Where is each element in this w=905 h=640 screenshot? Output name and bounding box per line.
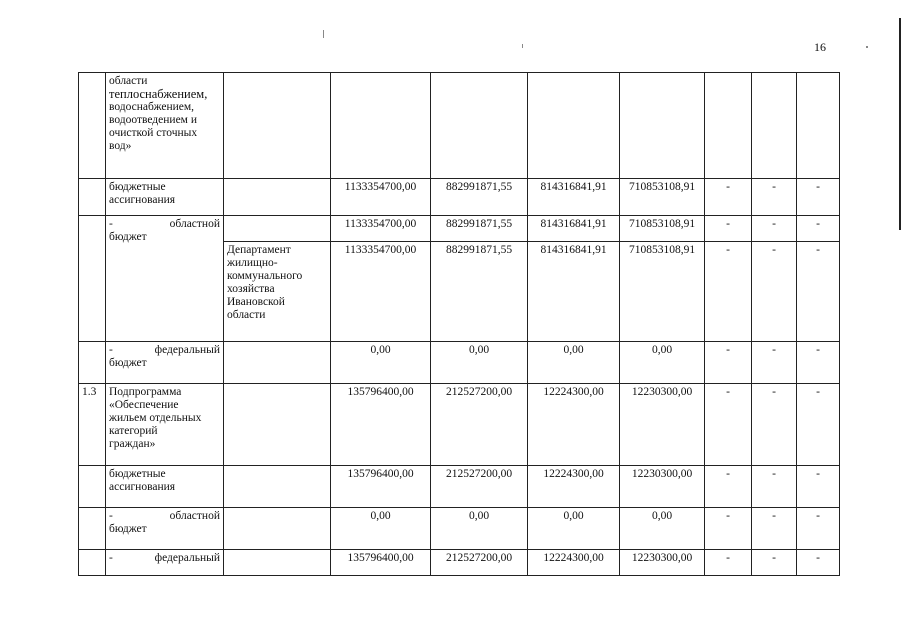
value-cell: 12230300,00	[620, 466, 705, 508]
value-cell: 212527200,00	[431, 466, 528, 508]
value-cell: 710853108,91	[620, 242, 705, 342]
executor-cell	[224, 73, 331, 179]
value-cell	[620, 73, 705, 179]
page-number: 16	[814, 40, 826, 54]
executor-line: области	[227, 309, 266, 321]
name-line: Подпрограмма	[109, 386, 182, 398]
program-name-cell	[106, 550, 224, 576]
row-number-cell	[79, 342, 106, 384]
executor-line: хозяйства	[227, 283, 275, 295]
value-cell: 135796400,00	[331, 384, 431, 466]
name-line-spread	[109, 344, 220, 357]
dash-cell: -	[752, 216, 797, 242]
executor-cell	[224, 342, 331, 384]
scan-speck	[323, 30, 324, 38]
name-line: федеральный	[154, 344, 220, 356]
dash-cell: -	[752, 242, 797, 342]
value-cell: 0,00	[331, 342, 431, 384]
dash-cell: -	[705, 466, 752, 508]
dash-cell: -	[752, 179, 797, 216]
dash-cell: -	[705, 216, 752, 242]
program-name-cell	[106, 179, 224, 216]
program-name-cell	[106, 73, 224, 179]
name-line: областной	[169, 218, 220, 230]
value-cell: 1133354700,00	[331, 179, 431, 216]
dash-cell	[797, 73, 840, 179]
dash-cell: -	[797, 384, 840, 466]
executor-cell	[224, 466, 331, 508]
dash-cell: -	[705, 550, 752, 576]
row-number-cell	[79, 466, 106, 508]
name-line-spread	[109, 218, 220, 231]
value-cell: 12224300,00	[528, 550, 620, 576]
value-cell: 882991871,55	[431, 216, 528, 242]
table-row	[79, 342, 840, 384]
name-line: жильем отдельных	[109, 412, 202, 424]
name-line: «Обеспечение	[109, 399, 179, 411]
program-name-cell	[106, 342, 224, 384]
name-line: ассигнования	[109, 481, 176, 493]
executor-line: Ивановской	[227, 296, 285, 308]
value-cell: 0,00	[528, 508, 620, 550]
row-number-cell	[79, 508, 106, 550]
dash-cell: -	[752, 342, 797, 384]
executor-cell	[224, 508, 331, 550]
row-number-cell	[79, 73, 106, 179]
dash-cell: -	[705, 342, 752, 384]
value-cell	[331, 73, 431, 179]
value-cell: 0,00	[331, 508, 431, 550]
row-number-cell: 1.3	[79, 384, 106, 466]
value-cell: 814316841,91	[528, 216, 620, 242]
name-line: бюджет	[109, 523, 147, 535]
dash-cell: -	[705, 242, 752, 342]
dash-cell: -	[797, 216, 840, 242]
value-cell	[431, 73, 528, 179]
value-cell: 882991871,55	[431, 242, 528, 342]
value-cell: 0,00	[431, 508, 528, 550]
dash-cell: -	[797, 466, 840, 508]
dash-cell: -	[705, 179, 752, 216]
name-line: вод»	[109, 140, 132, 152]
value-cell: 1133354700,00	[331, 242, 431, 342]
table-row	[79, 179, 840, 216]
executor-cell	[224, 216, 331, 242]
row-number-cell	[79, 216, 106, 342]
dash-cell	[752, 73, 797, 179]
scan-edge-line	[899, 18, 901, 230]
name-line: областной	[169, 510, 220, 522]
value-cell: 0,00	[528, 342, 620, 384]
budget-table	[78, 72, 840, 576]
executor-line: жилищно-	[227, 257, 278, 269]
program-name-cell	[106, 508, 224, 550]
dash-cell: -	[705, 508, 752, 550]
dash-cell: -	[797, 508, 840, 550]
name-line: бюджетные	[109, 468, 166, 480]
name-dash: -	[109, 344, 113, 356]
name-line: теплоснабжением,	[109, 87, 208, 101]
dash-cell: -	[752, 550, 797, 576]
name-dash: -	[109, 218, 113, 230]
name-dash: -	[109, 552, 113, 564]
dash-cell: -	[705, 384, 752, 466]
value-cell: 12224300,00	[528, 466, 620, 508]
name-dash: -	[109, 510, 113, 522]
table-row	[79, 384, 840, 466]
value-cell: 0,00	[620, 342, 705, 384]
value-cell: 882991871,55	[431, 179, 528, 216]
table-row	[79, 508, 840, 550]
value-cell: 0,00	[431, 342, 528, 384]
executor-cell	[224, 242, 331, 342]
table-row	[79, 73, 840, 179]
program-name-cell	[106, 384, 224, 466]
executor-line: коммунального	[227, 270, 303, 282]
executor-cell	[224, 550, 331, 576]
name-line: федеральный	[154, 552, 220, 564]
value-cell: 212527200,00	[431, 384, 528, 466]
row-number-cell	[79, 179, 106, 216]
name-line: граждан»	[109, 438, 156, 450]
dash-cell: -	[752, 508, 797, 550]
name-line: водоотведением и	[109, 114, 197, 126]
dash-cell: -	[752, 466, 797, 508]
dash-cell: -	[797, 179, 840, 216]
name-line-spread	[109, 114, 220, 127]
value-cell: 814316841,91	[528, 242, 620, 342]
value-cell: 12224300,00	[528, 384, 620, 466]
table-row	[79, 216, 840, 242]
scan-speck	[522, 44, 523, 48]
program-name-cell	[106, 216, 224, 342]
executor-cell	[224, 179, 331, 216]
value-cell: 135796400,00	[331, 466, 431, 508]
value-cell: 12230300,00	[620, 550, 705, 576]
dash-cell: -	[797, 242, 840, 342]
scan-speck	[866, 46, 868, 48]
value-cell: 710853108,91	[620, 216, 705, 242]
value-cell: 212527200,00	[431, 550, 528, 576]
executor-line: Департамент	[227, 244, 291, 256]
name-line-spread	[109, 510, 220, 523]
executor-cell	[224, 384, 331, 466]
name-line: области	[109, 75, 148, 87]
name-line: категорий	[109, 425, 158, 437]
name-line-spread	[109, 552, 220, 565]
value-cell: 1133354700,00	[331, 216, 431, 242]
value-cell: 0,00	[620, 508, 705, 550]
name-line: очисткой сточных	[109, 127, 198, 139]
row-number-cell	[79, 550, 106, 576]
name-line: ассигнования	[109, 194, 176, 206]
value-cell: 710853108,91	[620, 179, 705, 216]
dash-cell: -	[752, 384, 797, 466]
dash-cell: -	[797, 342, 840, 384]
value-cell: 12230300,00	[620, 384, 705, 466]
dash-cell: -	[797, 550, 840, 576]
value-cell	[528, 73, 620, 179]
value-cell: 814316841,91	[528, 179, 620, 216]
value-cell: 135796400,00	[331, 550, 431, 576]
program-name-cell	[106, 466, 224, 508]
table-row	[79, 466, 840, 508]
table-row	[79, 550, 840, 576]
name-line: водоснабжением,	[109, 101, 195, 113]
name-line: бюджет	[109, 357, 147, 369]
name-line: бюджет	[109, 231, 147, 243]
dash-cell	[705, 73, 752, 179]
name-line: бюджетные	[109, 181, 166, 193]
